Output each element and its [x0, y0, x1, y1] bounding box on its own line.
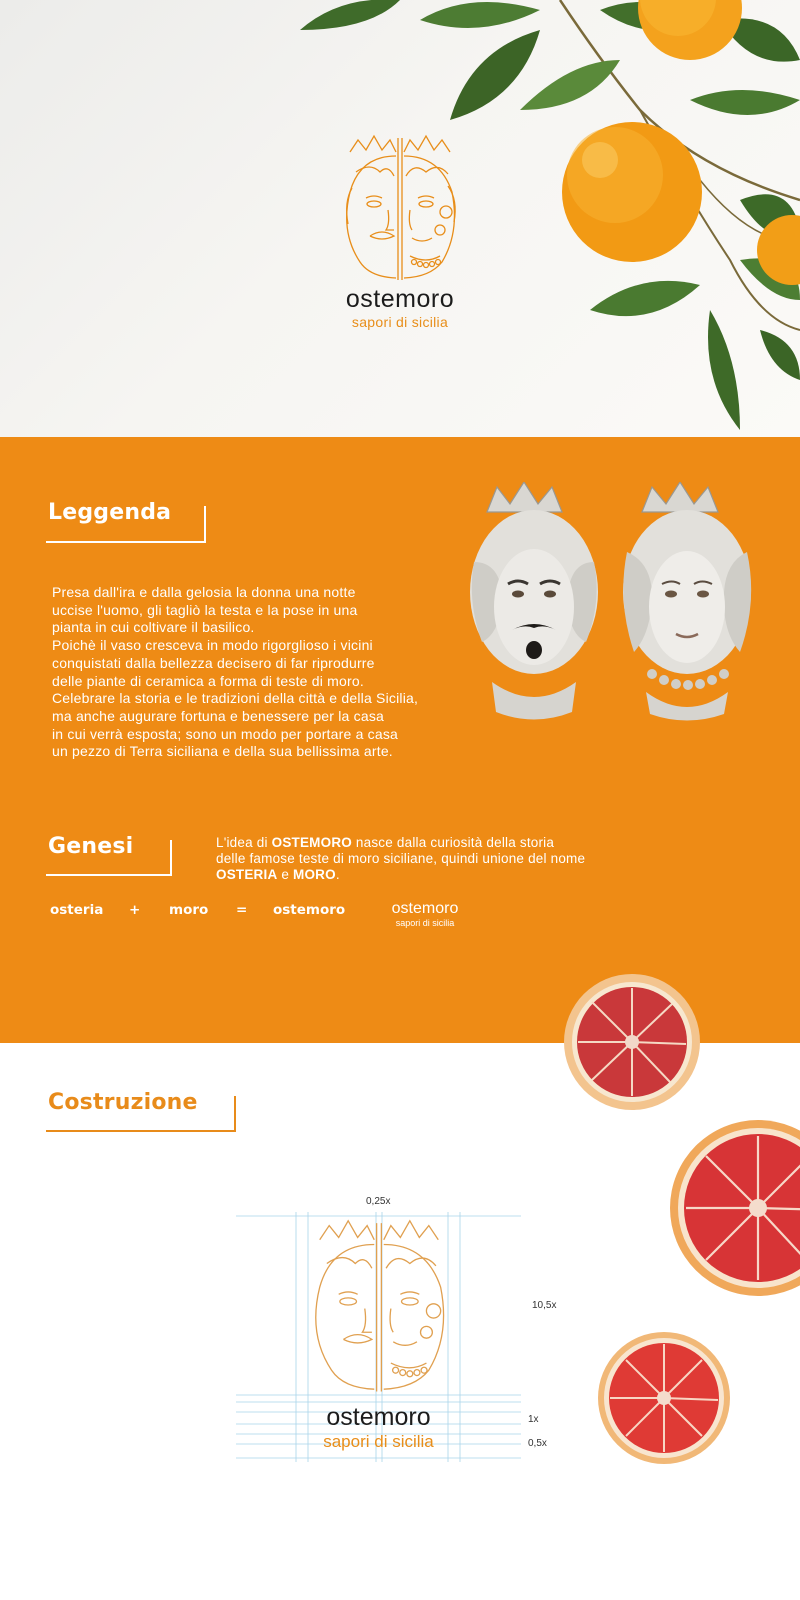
hero-section	[0, 0, 800, 437]
hero-logo	[290, 132, 510, 330]
grapefruit-slice-icon	[668, 1118, 800, 1298]
grapefruit-slice-icon	[596, 1330, 732, 1466]
genesi-line-3	[216, 867, 636, 883]
genesi-text	[216, 835, 636, 883]
leggenda-line: Poichè il vaso cresceva in modo rigorglioso i vicini	[52, 637, 373, 654]
genesi-text-part: nasce dalla curiosità della storia	[351, 835, 555, 850]
genesi-text-part: .	[335, 867, 340, 882]
leggenda-title: Leggenda	[48, 500, 172, 525]
genesi-text-part: e	[277, 867, 294, 882]
genesi-heading	[48, 834, 133, 859]
genesi-text-part: L'idea di	[216, 835, 272, 850]
genesi-word-moro: MORO	[293, 867, 336, 882]
leggenda-line: in cui verrà esposta; sono un modo per portare a casa	[52, 725, 399, 742]
leggenda-line: ma anche augurare fortuna e benessere per la casa	[52, 707, 385, 724]
moor-head-emblem-icon	[330, 132, 470, 282]
leggenda-heading	[48, 500, 171, 525]
measure-tagline-label: 0,5x	[528, 1438, 547, 1449]
hero-wordmark: ostemoro	[345, 285, 455, 313]
leggenda-line: Celebrare la storia e le tradizioni della città e della Sicilia,	[52, 690, 419, 707]
genesi-word-osteria: OSTERIA	[216, 867, 278, 882]
leggenda-line: pianta in cui coltivare il basilico.	[52, 619, 255, 636]
measure-height-label: 10,5x	[532, 1300, 557, 1311]
costruzione-title: Costruzione	[48, 1090, 198, 1115]
leggenda-line: conquistati dalla bellezza decisero di far riprodurre	[52, 654, 375, 671]
formula-term-1: osteria	[50, 902, 104, 918]
formula-result: ostemoro	[273, 902, 346, 918]
hero-tagline: sapori di sicilia	[351, 314, 449, 330]
heading-frame	[46, 1096, 236, 1132]
construction-tagline: sapori di sicilia	[323, 1432, 434, 1451]
measure-wordmark-label: 1x	[528, 1414, 539, 1425]
genesi-title: Genesi	[48, 834, 134, 859]
formula-equals: =	[236, 902, 248, 918]
measure-top-label: 0,25x	[366, 1196, 391, 1207]
mini-logo-wordmark: ostemoro	[391, 900, 459, 917]
mini-logo-tagline: sapori di sicilia	[395, 918, 455, 928]
leggenda-line: Presa dall'ira e dalla gelosia la donna una notte	[52, 584, 356, 600]
leggenda-text	[52, 584, 492, 761]
mini-logo	[380, 900, 470, 929]
genesi-line-1	[216, 835, 636, 851]
leggenda-line: uccise l'uomo, gli tagliò la testa e la pose in una	[52, 601, 358, 618]
genesi-brand-bold: OSTEMORO	[271, 835, 352, 850]
formula-plus: +	[129, 902, 141, 918]
moor-head-emblem-icon	[296, 1216, 462, 1394]
ceramic-busts-icon	[462, 482, 762, 722]
formula-term-2: moro	[169, 902, 209, 918]
heading-frame	[46, 840, 172, 876]
heading-frame	[46, 506, 206, 543]
grapefruit-slice-icon	[562, 972, 702, 1112]
leggenda-line: un pezzo di Terra siciliana e della sua bellissima arte.	[52, 743, 393, 760]
costruzione-heading	[48, 1090, 198, 1115]
genesi-line-2: delle famose teste di moro siciliane, quindi unione del nome	[216, 851, 586, 866]
leggenda-line: delle piante di ceramica a forma di teste di moro.	[52, 672, 364, 689]
construction-wordmark: ostemoro	[326, 1403, 431, 1431]
